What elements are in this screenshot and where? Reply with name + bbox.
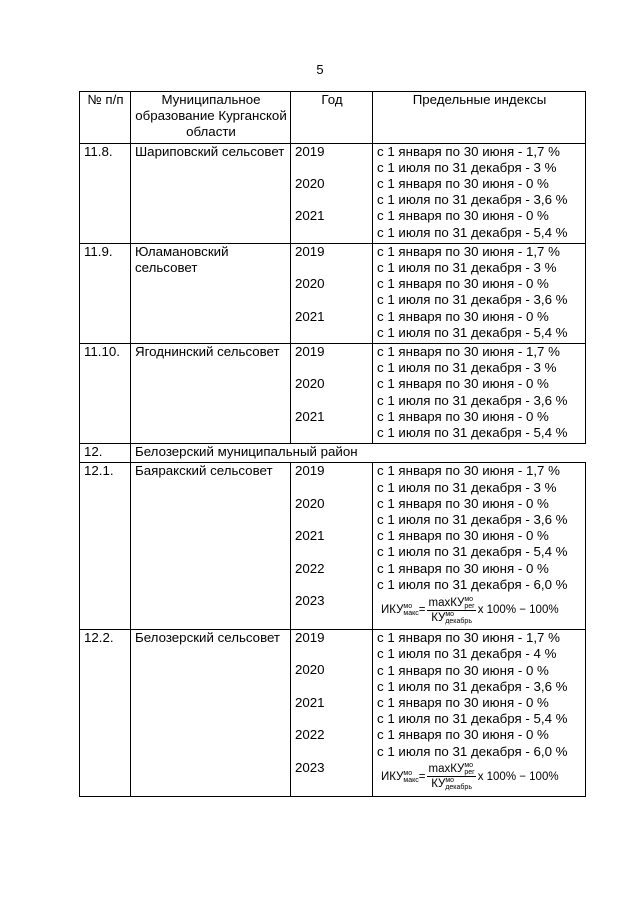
index-line: с 1 июля по 31 декабря - 3 % xyxy=(377,159,557,175)
year: 2019 xyxy=(295,143,325,159)
header-row xyxy=(80,92,586,144)
row-municipality: Шариповский сельсовет xyxy=(131,143,291,243)
district-row xyxy=(80,444,586,463)
index-line: с 1 июля по 31 декабря - 5,4 % xyxy=(377,224,568,240)
index-line: с 1 июля по 31 декабря - 3,6 % xyxy=(377,512,568,528)
index-line: с 1 июля по 31 декабря - 5,4 % xyxy=(377,544,568,560)
year: 2021 xyxy=(295,528,325,544)
row-municipality: Белозерский сельсовет xyxy=(131,630,291,797)
row-municipality: Юламановский сельсовет xyxy=(131,243,291,343)
year: 2020 xyxy=(295,662,325,678)
index-line: с 1 июля по 31 декабря - 5,4 % xyxy=(377,324,568,340)
year: 2021 xyxy=(295,408,325,424)
index-line: с 1 июля по 31 декабря - 3,6 % xyxy=(377,678,568,694)
index-line: с 1 января по 30 июня - 1,7 % xyxy=(377,630,560,646)
index-line: с 1 января по 30 июня - 0 % xyxy=(377,308,549,324)
table-row xyxy=(80,463,586,630)
row-municipality: Ягоднинский сельсовет xyxy=(131,344,291,444)
header-num: № п/п xyxy=(80,92,131,144)
row-indices xyxy=(373,143,586,243)
row-num: 12.1. xyxy=(80,463,131,630)
index-line: с 1 июля по 31 декабря - 3,6 % xyxy=(377,192,568,208)
table-row xyxy=(80,143,586,243)
index-line: с 1 июля по 31 декабря - 6,0 % xyxy=(377,576,568,592)
index-line: с 1 января по 30 июня - 0 % xyxy=(377,727,549,743)
index-line: с 1 января по 30 июня - 0 % xyxy=(377,276,549,292)
index-line: с 1 июля по 31 декабря - 4 % xyxy=(377,646,557,662)
index-line: с 1 июля по 31 декабря - 3 % xyxy=(377,360,557,376)
year: 2020 xyxy=(295,176,325,191)
index-line: с 1 января по 30 июня - 1,7 % xyxy=(377,463,560,479)
formula: ИКУ мо макс = maxКУ мо рег КУ мо декабрь х 100% − 100% xyxy=(381,762,559,792)
row-indices xyxy=(373,630,586,797)
index-line: с 1 января по 30 июня - 0 % xyxy=(377,408,549,424)
table-row xyxy=(80,344,586,444)
index-line: с 1 января по 30 июня - 0 % xyxy=(377,662,549,678)
year: 2019 xyxy=(295,630,325,646)
header-year: Год xyxy=(291,92,373,144)
page-number: 5 xyxy=(316,62,324,77)
index-line: с 1 января по 30 июня - 0 % xyxy=(377,528,549,544)
index-line: с 1 июля по 31 декабря - 5,4 % xyxy=(377,711,568,727)
row-municipality: Баяракский сельсовет xyxy=(131,463,291,630)
index-line: с 1 июля по 31 декабря - 3,6 % xyxy=(377,292,568,308)
index-line: с 1 января по 30 июня - 0 % xyxy=(377,694,549,710)
year: 2019 xyxy=(295,344,325,360)
district-name: Белозерский муниципальный район xyxy=(131,444,586,463)
header-municipality: Муниципальное образование Курганской области xyxy=(131,92,291,144)
formula: ИКУ мо макс = maxКУ мо рег КУ мо декабрь х 100% − 100% xyxy=(381,595,559,625)
year: 2021 xyxy=(295,208,325,224)
year: 2023 xyxy=(295,593,325,609)
row-num: 11.8. xyxy=(80,143,131,243)
index-line: с 1 января по 30 июня - 0 % xyxy=(377,376,549,392)
row-indices xyxy=(373,243,586,343)
row-num: 12.2. xyxy=(80,630,131,797)
index-line: с 1 января по 30 июня - 1,7 % xyxy=(377,143,560,159)
index-line: с 1 июля по 31 декабря - 3,6 % xyxy=(377,392,568,408)
row-num: 12. xyxy=(80,444,131,463)
year: 2020 xyxy=(295,376,325,392)
index-line: с 1 июля по 31 декабря - 6,0 % xyxy=(377,743,568,759)
row-indices xyxy=(373,344,586,444)
index-line: с 1 июля по 31 декабря - 5,4 % xyxy=(377,425,568,441)
index-line: с 1 января по 30 июня - 1,7 % xyxy=(377,243,560,259)
row-years xyxy=(291,344,373,444)
year: 2022 xyxy=(295,560,325,576)
formula-fraction: maxКУ мо рег КУ мо декабрь xyxy=(428,595,475,625)
year: 2019 xyxy=(295,463,325,479)
index-line: с 1 января по 30 июня - 0 % xyxy=(377,495,549,511)
year: 2020 xyxy=(295,276,325,292)
row-years xyxy=(291,463,373,630)
index-line: с 1 июля по 31 декабря - 3 % xyxy=(377,260,557,276)
year: 2021 xyxy=(295,308,325,324)
header-indices: Предельные индексы xyxy=(373,92,586,144)
indices-table xyxy=(79,91,586,797)
year: 2020 xyxy=(295,495,325,511)
year: 2022 xyxy=(295,727,325,743)
row-years xyxy=(291,630,373,797)
row-num: 11.10. xyxy=(80,344,131,444)
table-row xyxy=(80,243,586,343)
year: 2023 xyxy=(295,759,325,775)
index-line: с 1 января по 30 июня - 0 % xyxy=(377,176,549,192)
row-num: 11.9. xyxy=(80,243,131,343)
row-years xyxy=(291,143,373,243)
table-row xyxy=(80,630,586,797)
index-line: с 1 января по 30 июня - 0 % xyxy=(377,560,549,576)
row-years xyxy=(291,243,373,343)
index-line: с 1 января по 30 июня - 0 % xyxy=(377,208,549,224)
formula-fraction: maxКУ мо рег КУ мо декабрь xyxy=(428,762,475,792)
index-line: с 1 июля по 31 декабря - 3 % xyxy=(377,479,557,495)
year: 2019 xyxy=(295,243,325,259)
row-indices xyxy=(373,463,586,630)
year: 2021 xyxy=(295,694,325,710)
index-line: с 1 января по 30 июня - 1,7 % xyxy=(377,344,560,360)
